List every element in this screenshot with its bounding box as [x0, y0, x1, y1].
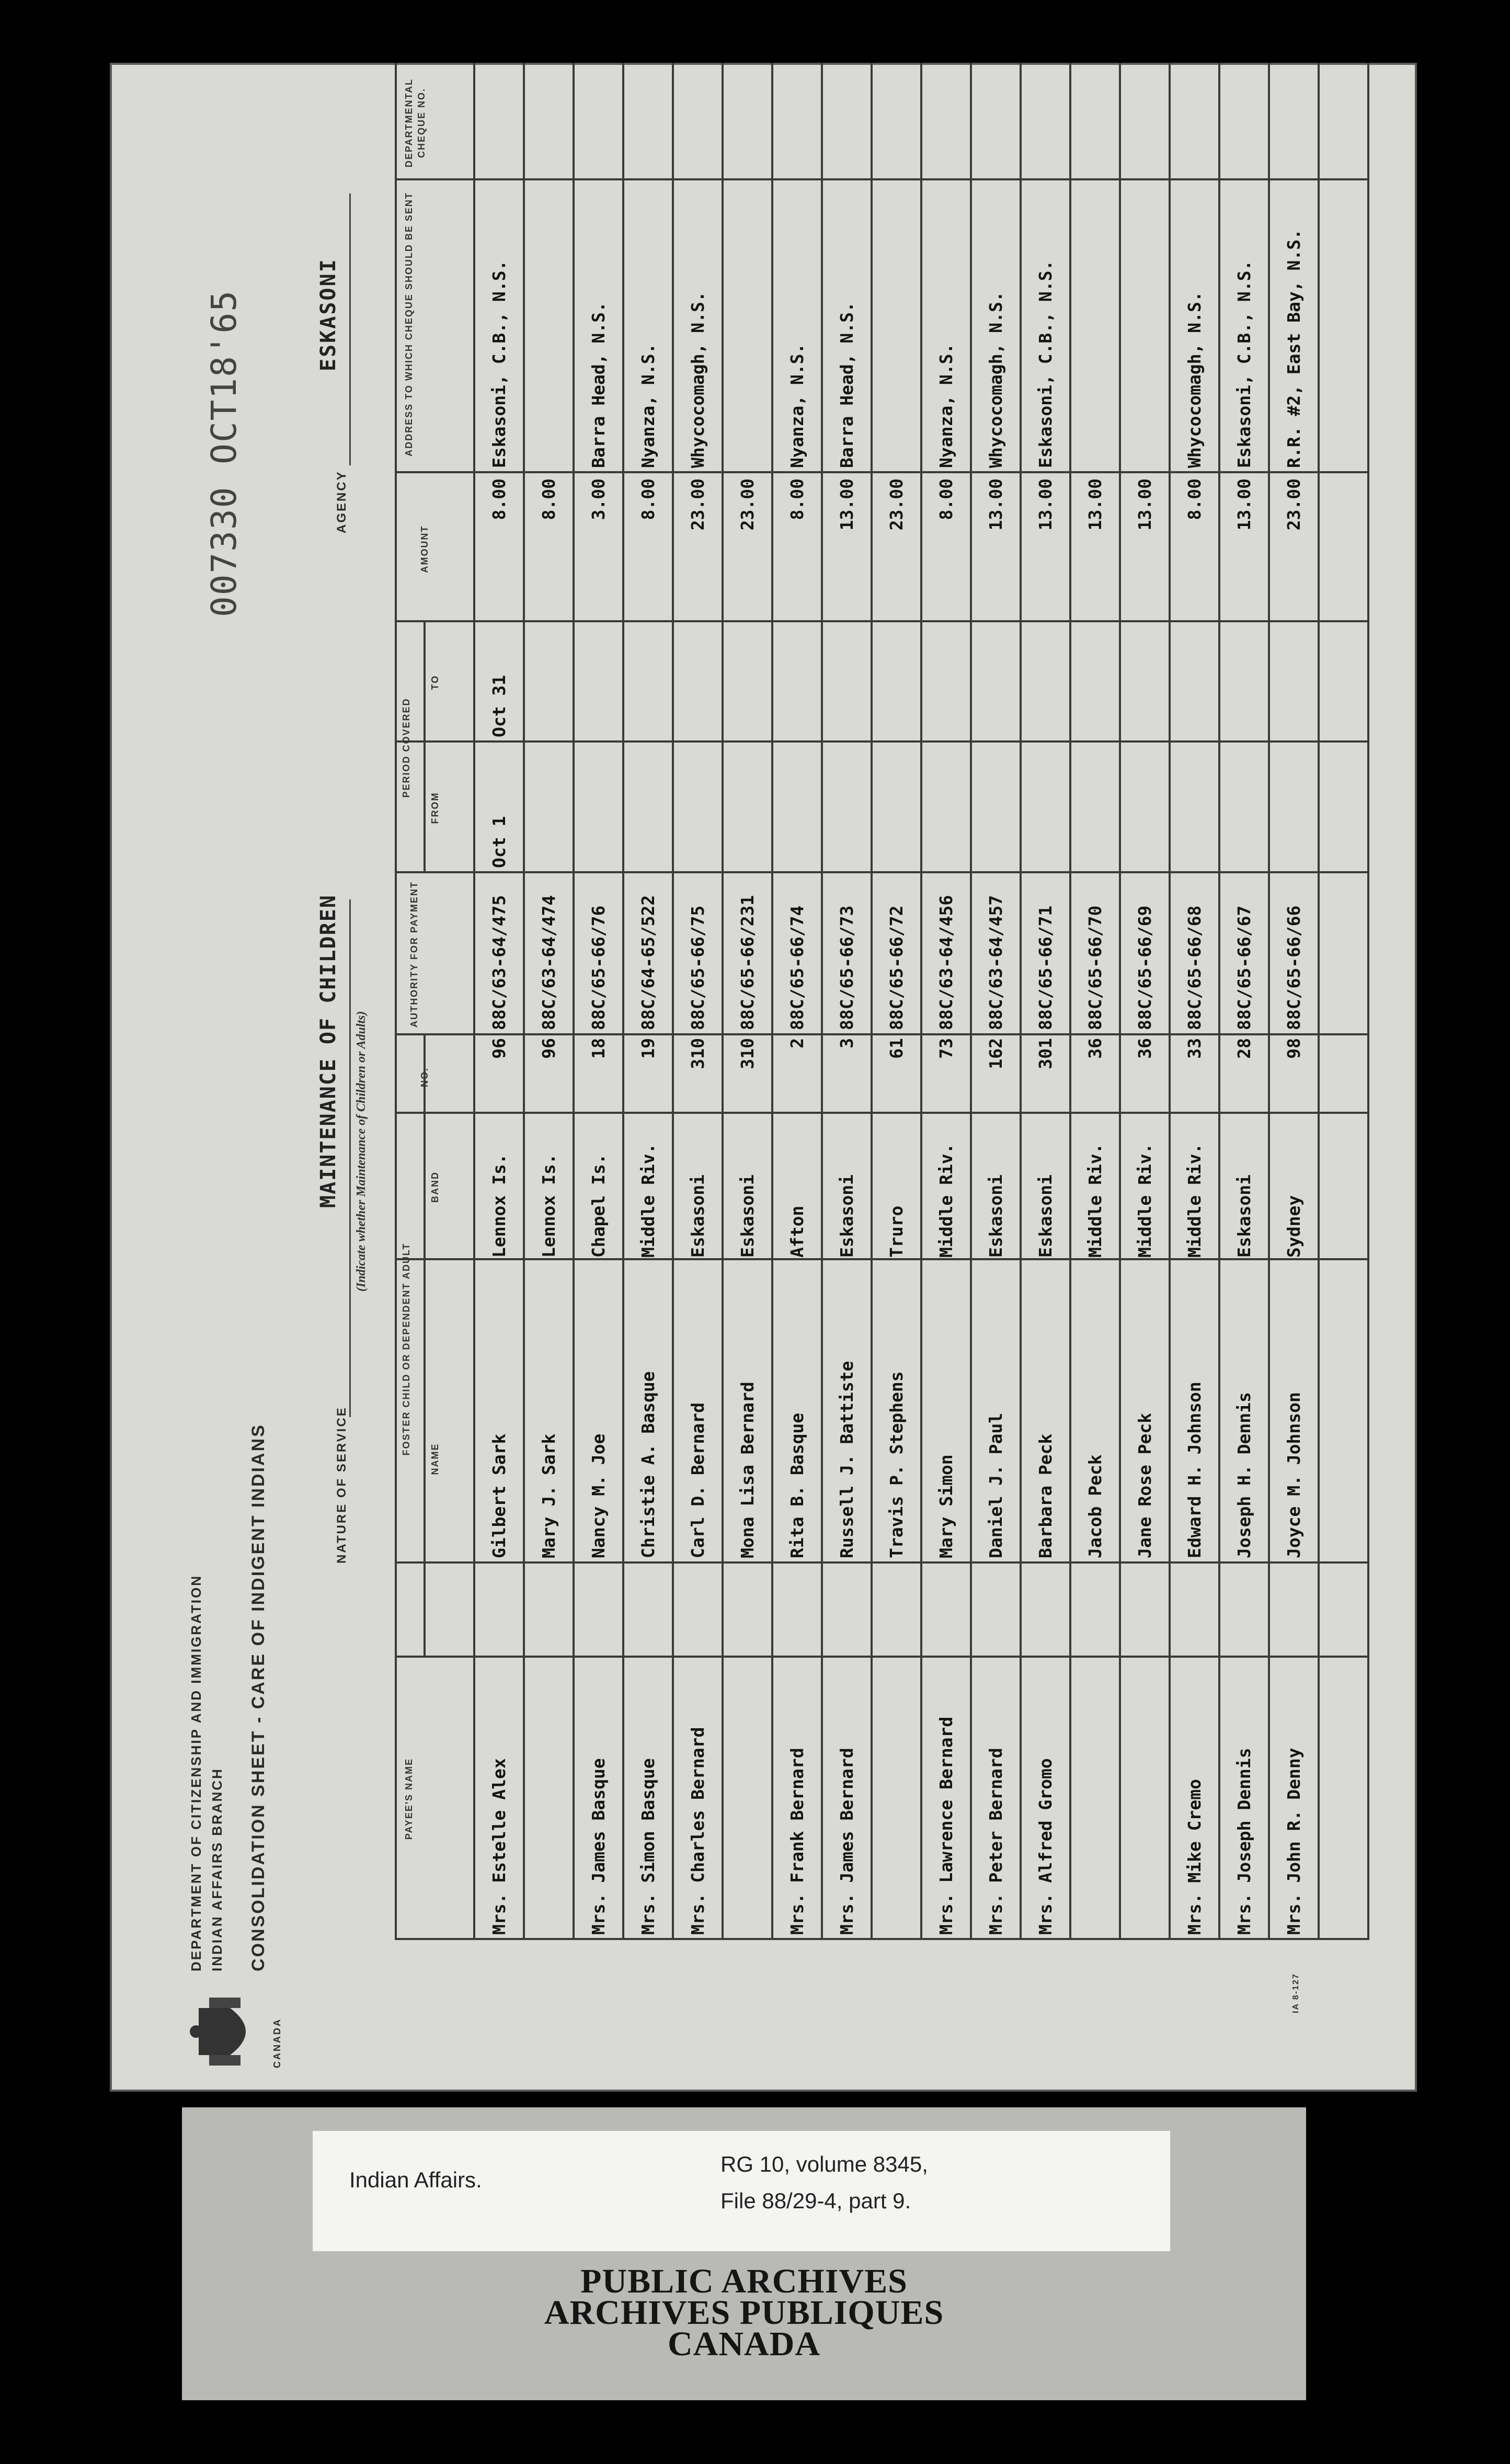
nature-of-service-label: NATURE OF SERVICE — [335, 1406, 349, 1564]
cell-payee: Mrs. James Bernard — [837, 1748, 857, 1935]
country-label: CANADA — [272, 2018, 282, 2068]
cell-amount: 8.00 — [489, 478, 509, 520]
cell-amount: 8.00 — [1184, 478, 1205, 520]
ref-fonds: Indian Affairs. — [349, 2168, 482, 2192]
cell-band: Eskasoni — [837, 1174, 857, 1258]
cell-address: Eskasoni, C.B., N.S. — [1035, 260, 1056, 468]
table-column-rule — [395, 1258, 1367, 1260]
cell-authority: 88C/65-66/76 — [588, 905, 609, 1030]
cell-authority: 88C/65-66/71 — [1035, 905, 1056, 1030]
header-band: BAND — [430, 1171, 440, 1203]
cell-amount: 8.00 — [936, 478, 956, 520]
cell-authority: 88C/63-64/456 — [936, 895, 956, 1030]
cell-band: Eskasoni — [1035, 1174, 1056, 1258]
table-column-rule — [395, 1112, 1367, 1114]
cell-name: Jane Rose Peck — [1135, 1412, 1155, 1558]
cell-name: Edward H. Johnson — [1184, 1382, 1205, 1558]
cell-name: Rita B. Basque — [787, 1412, 807, 1558]
cell-band: Lennox Is. — [539, 1154, 559, 1258]
cell-authority: 88C/64-65/522 — [638, 895, 658, 1030]
cell-no: 96 — [489, 1038, 509, 1059]
department-line1: DEPARTMENT OF CITIZENSHIP AND IMMIGRATION — [188, 1574, 204, 1971]
cell-payee: Mrs. Joseph Dennis — [1234, 1748, 1254, 1935]
cell-amount: 23.00 — [688, 478, 708, 531]
cell-band: Middle Riv. — [936, 1143, 956, 1258]
cell-amount: 8.00 — [539, 478, 559, 520]
cell-name: Gilbert Sark — [489, 1433, 509, 1558]
cell-authority: 88C/63-64/474 — [539, 895, 559, 1030]
cell-no: 28 — [1234, 1038, 1254, 1059]
cell-name: Mary Simon — [936, 1454, 956, 1558]
cell-address: Nyanza, N.S. — [936, 343, 956, 468]
cell-to: Oct 31 — [489, 675, 509, 737]
cell-name: Jacob Peck — [1085, 1454, 1105, 1558]
table-rule — [1169, 63, 1171, 1940]
header-foster-child: FOSTER CHILD OR DEPENDENT ADULT — [401, 1242, 411, 1456]
cell-amount: 13.00 — [1234, 478, 1254, 531]
cell-payee: Mrs. Estelle Alex — [489, 1758, 509, 1935]
ref-file: File 88/29-4, part 9. — [720, 2188, 911, 2213]
cell-band: Middle Riv. — [638, 1143, 658, 1258]
cell-band: Eskasoni — [1234, 1174, 1254, 1258]
table-rule — [871, 63, 873, 1940]
cell-amount: 13.00 — [1085, 478, 1105, 531]
cell-payee: Mrs. Lawrence Bernard — [936, 1716, 956, 1935]
cell-no: 33 — [1184, 1038, 1205, 1059]
canada-crest-icon — [188, 1992, 267, 2071]
archive-line1: PUBLIC ARCHIVES — [580, 2262, 908, 2300]
table-rule — [1318, 63, 1320, 1940]
cell-amount: 23.00 — [1284, 478, 1304, 531]
table-column-rule — [395, 471, 1367, 473]
cell-no: 301 — [1035, 1038, 1056, 1069]
table-rule — [473, 63, 475, 1940]
table-rule — [1020, 63, 1022, 1940]
cell-authority: 88C/65-66/68 — [1184, 905, 1205, 1030]
cell-authority: 88C/65-66/70 — [1085, 905, 1105, 1030]
cell-authority: 88C/65-66/74 — [787, 905, 807, 1030]
cell-band: Eskasoni — [737, 1174, 758, 1258]
cell-name: Joseph H. Dennis — [1234, 1392, 1254, 1558]
cell-address: R.R. #2, East Bay, N.S. — [1284, 229, 1304, 468]
cell-address: Eskasoni, C.B., N.S. — [1234, 260, 1254, 468]
cell-payee: Mrs. Mike Cremo — [1184, 1778, 1205, 1935]
cell-payee: Mrs. Peter Bernard — [986, 1748, 1006, 1935]
header-name: NAME — [430, 1443, 440, 1475]
cell-band: Middle Riv. — [1184, 1143, 1205, 1258]
cell-address: Eskasoni, C.B., N.S. — [489, 260, 509, 468]
cell-authority: 88C/65-66/69 — [1135, 905, 1155, 1030]
cell-payee: Mrs. Charles Bernard — [688, 1727, 708, 1935]
cell-authority: 88C/63-64/457 — [986, 895, 1006, 1030]
cell-no: 73 — [936, 1038, 956, 1059]
table-column-rule — [395, 1938, 1367, 1940]
cell-amount: 13.00 — [1135, 478, 1155, 531]
cell-name: Mary J. Sark — [539, 1433, 559, 1558]
cell-band: Eskasoni — [688, 1174, 708, 1258]
cell-amount: 23.00 — [886, 478, 907, 531]
cell-no: 36 — [1085, 1038, 1105, 1059]
cell-band: Eskasoni — [986, 1174, 1006, 1258]
cell-authority: 88C/65-66/66 — [1284, 905, 1304, 1030]
table-rule — [424, 1035, 426, 1658]
cell-band: Chapel Is. — [588, 1154, 609, 1258]
cell-name: Travis P. Stephens — [886, 1371, 907, 1558]
table-rule — [771, 63, 773, 1940]
header-payee-name: PAYEE'S NAME — [404, 1758, 414, 1840]
header-from: FROM — [430, 792, 440, 824]
cell-name: Nancy M. Joe — [588, 1433, 609, 1558]
agency-underline — [349, 193, 351, 465]
cell-address: Nyanza, N.S. — [787, 343, 807, 468]
cell-band: Middle Riv. — [1085, 1143, 1105, 1258]
cell-amount: 3.00 — [588, 478, 609, 520]
header-cheque-no: DEPARTMENTAL CHEQUE NO. — [404, 78, 427, 168]
ref-volume: RG 10, volume 8345, — [720, 2152, 928, 2176]
cell-name: Mona Lisa Bernard — [737, 1382, 758, 1558]
cell-band: Lennox Is. — [489, 1154, 509, 1258]
table-rule — [1119, 63, 1121, 1940]
header-authority: AUTHORITY FOR PAYMENT — [409, 881, 419, 1028]
cell-address: Whycocomagh, N.S. — [986, 291, 1006, 468]
cell-no: 36 — [1135, 1038, 1155, 1059]
nature-of-service-value: MAINTENANCE OF CHILDREN — [316, 894, 340, 1208]
cell-address: Whycocomagh, N.S. — [688, 291, 708, 468]
cell-no: 98 — [1284, 1038, 1304, 1059]
document-sheet — [110, 63, 1417, 2092]
table-rule — [970, 63, 972, 1940]
cell-authority: 88C/63-64/475 — [489, 895, 509, 1030]
table-rule — [395, 63, 397, 1940]
table-rule — [1218, 63, 1220, 1940]
cell-authority: 88C/65-66/231 — [737, 895, 758, 1030]
form-code: IA 8-127 — [1291, 1973, 1300, 2013]
cell-band: Truro — [886, 1205, 907, 1258]
cell-no: 61 — [886, 1038, 907, 1059]
table-rule — [1069, 63, 1071, 1940]
cell-authority: 88C/65-66/72 — [886, 905, 907, 1030]
table-column-rule — [395, 620, 1367, 622]
cell-address: Nyanza, N.S. — [638, 343, 658, 468]
table-column-rule — [395, 1656, 1367, 1658]
header-amount: AMOUNT — [419, 525, 430, 573]
header-address: ADDRESS TO WHICH CHEQUE SHOULD BE SENT — [404, 192, 414, 457]
cell-payee: Mrs. Simon Basque — [638, 1758, 658, 1935]
cell-payee: Mrs. James Basque — [588, 1758, 609, 1935]
cell-from: Oct 1 — [489, 816, 509, 868]
cell-address: Barra Head, N.S. — [588, 302, 609, 468]
department-line2: INDIAN AFFAIRS BRANCH — [209, 1767, 225, 1971]
cell-band: Sydney — [1284, 1195, 1304, 1258]
date-stamp: 007330 OCT18'65 — [204, 289, 244, 617]
cell-no: 19 — [638, 1038, 658, 1059]
cell-authority: 88C/65-66/73 — [837, 905, 857, 1030]
table-rule — [1367, 63, 1369, 1940]
cell-address: Whycocomagh, N.S. — [1184, 291, 1205, 468]
cell-amount: 13.00 — [837, 478, 857, 531]
cell-no: 162 — [986, 1038, 1006, 1069]
table-rule — [920, 63, 922, 1940]
cell-amount: 13.00 — [1035, 478, 1056, 531]
cell-no: 310 — [737, 1038, 758, 1069]
table-rule — [1268, 63, 1270, 1940]
cell-name: Christie A. Basque — [638, 1371, 658, 1558]
table-rule — [672, 63, 674, 1940]
archive-line3: CANADA — [668, 2325, 820, 2363]
cell-name: Russell J. Battiste — [837, 1361, 857, 1558]
cell-amount: 8.00 — [638, 478, 658, 520]
cell-name: Carl D. Bernard — [688, 1402, 708, 1558]
cell-name: Barbara Peck — [1035, 1433, 1056, 1558]
cell-payee: Mrs. Alfred Gromo — [1035, 1758, 1056, 1935]
cell-band: Middle Riv. — [1135, 1143, 1155, 1258]
cell-amount: 8.00 — [787, 478, 807, 520]
cell-no: 2 — [787, 1038, 807, 1048]
cell-name: Joyce M. Johnson — [1284, 1392, 1304, 1558]
rotated-form — [110, 63, 1417, 2092]
table-column-rule — [395, 740, 1367, 743]
cell-no: 3 — [837, 1038, 857, 1048]
agency-value: ESKASONI — [316, 258, 340, 371]
cell-authority: 88C/65-66/75 — [688, 905, 708, 1030]
table-column-rule — [395, 1033, 1367, 1035]
table-column-rule — [395, 1561, 1367, 1564]
cell-no: 18 — [588, 1038, 609, 1059]
table-column-rule — [395, 178, 1367, 180]
table-rule — [722, 63, 724, 1940]
header-period: PERIOD COVERED — [401, 698, 411, 798]
archive-line2: ARCHIVES PUBLIQUES — [544, 2294, 944, 2332]
table-rule — [821, 63, 823, 1940]
nature-underline — [349, 899, 351, 1417]
table-rule — [622, 63, 624, 1940]
cell-payee: Mrs. John R. Denny — [1284, 1748, 1304, 1935]
cell-name: Daniel J. Paul — [986, 1412, 1006, 1558]
cell-address: Barra Head, N.S. — [837, 302, 857, 468]
form-title: CONSOLIDATION SHEET - CARE OF INDIGENT INDIANS — [248, 1423, 268, 1971]
header-to: TO — [430, 675, 440, 690]
table-rule — [523, 63, 525, 1940]
cell-no: 96 — [539, 1038, 559, 1059]
header-no: NO. — [419, 1067, 430, 1088]
nature-note: (Indicate whether Maintenance of Children or Adults) — [354, 1011, 368, 1292]
cell-authority: 88C/65-66/67 — [1234, 905, 1254, 1030]
table-column-rule — [395, 871, 1367, 873]
cell-band: Afton — [787, 1205, 807, 1258]
archive-label — [182, 2107, 1306, 2400]
cell-payee: Mrs. Frank Bernard — [787, 1748, 807, 1935]
reference-card — [313, 2131, 1170, 2251]
cell-no: 310 — [688, 1038, 708, 1069]
table-rule — [424, 622, 426, 873]
table-rule — [573, 63, 575, 1940]
agency-label: AGENCY — [335, 470, 349, 533]
cell-amount: 13.00 — [986, 478, 1006, 531]
cell-amount: 23.00 — [737, 478, 758, 531]
